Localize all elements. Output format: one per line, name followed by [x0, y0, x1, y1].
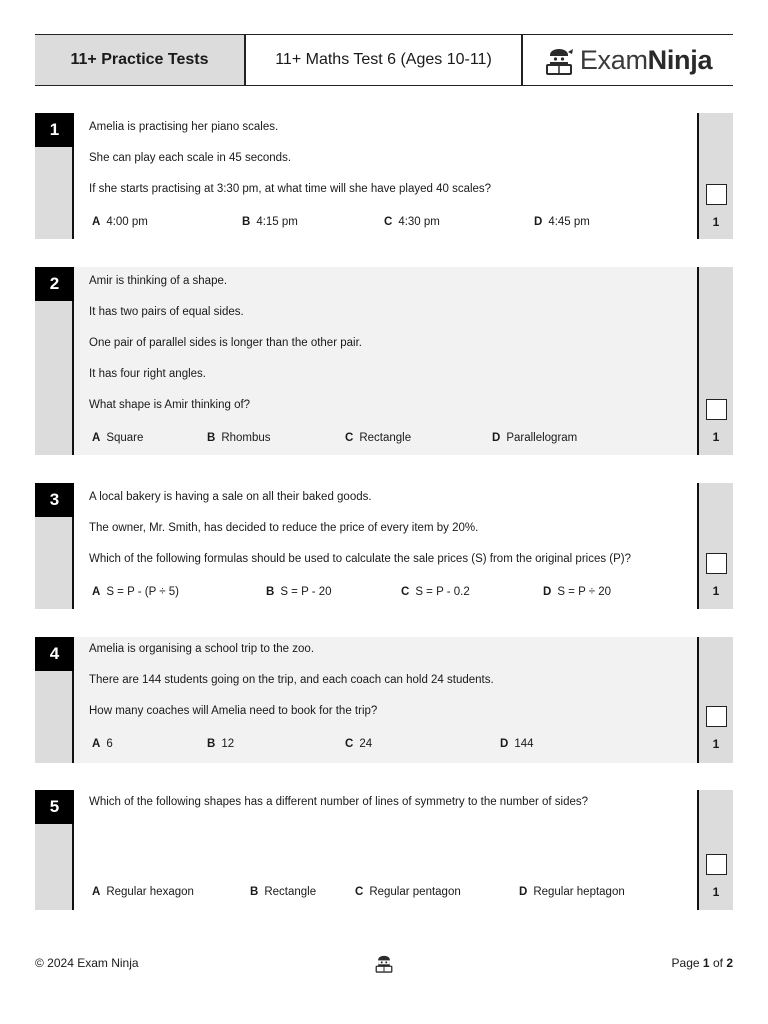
option-letter: C — [345, 738, 354, 750]
question-text: She can play each scale in 45 seconds. — [89, 152, 292, 164]
option-letter: D — [519, 886, 528, 898]
option-letter: C — [355, 886, 364, 898]
option-text: Rectangle — [359, 432, 412, 444]
marks-column — [697, 483, 733, 609]
page-total: 2 — [726, 956, 733, 970]
option-letter: C — [401, 586, 410, 598]
option-d[interactable] — [519, 886, 625, 898]
logo-word-bold: Ninja — [647, 44, 713, 75]
option-letter: B — [207, 738, 216, 750]
option-letter: B — [207, 432, 216, 444]
page-current: 1 — [702, 956, 710, 970]
page-of: of — [712, 956, 723, 970]
option-a[interactable] — [92, 586, 179, 598]
question-text: If she starts practising at 3:30 pm, at what time will she have played 40 scales? — [89, 183, 492, 195]
option-text: 4:45 pm — [548, 216, 590, 228]
option-c[interactable] — [345, 738, 372, 750]
question-text: What shape is Amir thinking of? — [89, 399, 251, 411]
option-b[interactable] — [207, 432, 271, 444]
answer-box[interactable] — [706, 399, 727, 420]
test-title: 11+ Maths Test 6 (Ages 10-11) — [246, 35, 523, 85]
option-text: 6 — [106, 738, 113, 750]
option-letter: A — [92, 738, 101, 750]
option-letter: A — [92, 586, 101, 598]
marks-column — [697, 113, 733, 239]
option-a[interactable] — [92, 432, 143, 444]
question-text: Amelia is organising a school trip to the zoo. — [89, 643, 315, 655]
question-body — [74, 267, 697, 455]
marks-value: 1 — [712, 885, 720, 899]
option-d[interactable] — [500, 738, 534, 750]
question-text: It has two pairs of equal sides. — [89, 306, 244, 318]
option-c[interactable] — [384, 216, 440, 228]
page-header — [35, 34, 733, 86]
option-letter: D — [543, 586, 552, 598]
option-d[interactable] — [492, 432, 577, 444]
option-c[interactable] — [355, 886, 461, 898]
option-text: 4:15 pm — [256, 216, 298, 228]
option-letter: B — [250, 886, 259, 898]
option-a[interactable] — [92, 738, 113, 750]
question-body — [74, 637, 697, 763]
option-d[interactable] — [543, 586, 611, 598]
option-a[interactable] — [92, 886, 194, 898]
copyright: © 2024 Exam Ninja — [35, 956, 139, 970]
question-text: Which of the following formulas should be used to calculate the sale prices (S) from the original prices (P)? — [89, 553, 632, 565]
option-b[interactable] — [250, 886, 316, 898]
question-body — [74, 113, 697, 239]
question-1 — [35, 113, 733, 239]
option-text: 4:30 pm — [398, 216, 440, 228]
option-b[interactable] — [242, 216, 298, 228]
question-body — [74, 790, 697, 910]
question-body — [74, 483, 697, 609]
answer-box[interactable] — [706, 706, 727, 727]
option-letter: C — [345, 432, 354, 444]
option-b[interactable] — [207, 738, 234, 750]
option-text: Square — [106, 432, 144, 444]
question-text: Amir is thinking of a shape. — [89, 275, 228, 287]
option-letter: B — [266, 586, 275, 598]
option-b[interactable] — [266, 586, 332, 598]
option-text: Regular hexagon — [106, 886, 194, 898]
question-number: 4 — [35, 637, 74, 671]
logo-wordmark — [580, 45, 712, 76]
marks-column — [697, 790, 733, 910]
question-text: The owner, Mr. Smith, has decided to reduce the price of every item by 20%. — [89, 522, 479, 534]
option-text: Regular heptagon — [533, 886, 625, 898]
ninja-footer-icon — [374, 952, 394, 974]
marks-value: 1 — [712, 737, 720, 751]
question-2 — [35, 267, 733, 455]
option-text: 144 — [514, 738, 534, 750]
series-title: 11+ Practice Tests — [35, 35, 246, 85]
option-letter: B — [242, 216, 251, 228]
question-number: 3 — [35, 483, 74, 517]
option-c[interactable] — [401, 586, 470, 598]
question-text: How many coaches will Amelia need to book for the trip? — [89, 705, 378, 717]
option-letter: D — [492, 432, 501, 444]
option-text: S = P - 20 — [280, 586, 332, 598]
option-text: Rhombus — [221, 432, 271, 444]
question-number: 5 — [35, 790, 74, 824]
question-number: 2 — [35, 267, 74, 301]
answer-box[interactable] — [706, 184, 727, 205]
marks-column — [697, 267, 733, 455]
option-text: S = P - 0.2 — [415, 586, 470, 598]
question-text: A local bakery is having a sale on all their baked goods. — [89, 491, 372, 503]
question-text: Which of the following shapes has a different number of lines of symmetry to the number of sides? — [89, 796, 589, 808]
option-text: 12 — [221, 738, 235, 750]
ninja-logo-icon — [544, 43, 574, 77]
option-letter: A — [92, 216, 101, 228]
option-a[interactable] — [92, 216, 148, 228]
marks-value: 1 — [712, 215, 720, 229]
question-3 — [35, 483, 733, 609]
option-text: Parallelogram — [506, 432, 578, 444]
question-4 — [35, 637, 733, 763]
page-indicator — [672, 956, 733, 970]
option-text: S = P ÷ 20 — [557, 586, 612, 598]
marks-value: 1 — [712, 430, 720, 444]
brand-logo — [523, 35, 733, 85]
option-text: 4:00 pm — [106, 216, 148, 228]
option-letter: A — [92, 432, 101, 444]
logo-word-light: Exam — [579, 44, 648, 75]
option-text: S = P - (P ÷ 5) — [106, 586, 179, 598]
question-5 — [35, 790, 733, 910]
option-letter: C — [384, 216, 393, 228]
option-text: Regular pentagon — [369, 886, 461, 898]
question-text: Amelia is practising her piano scales. — [89, 121, 279, 133]
question-text: One pair of parallel sides is longer than the other pair. — [89, 337, 362, 349]
question-number: 1 — [35, 113, 74, 147]
page-prefix: Page — [671, 956, 700, 970]
option-text: 24 — [359, 738, 373, 750]
question-text: There are 144 students going on the trip, and each coach can hold 24 students. — [89, 674, 494, 686]
option-letter: D — [534, 216, 543, 228]
option-d[interactable] — [534, 216, 590, 228]
option-c[interactable] — [345, 432, 411, 444]
marks-column — [697, 637, 733, 763]
option-letter: A — [92, 886, 101, 898]
question-text: It has four right angles. — [89, 368, 206, 380]
marks-value: 1 — [712, 584, 720, 598]
option-text: Rectangle — [264, 886, 317, 898]
answer-box[interactable] — [706, 854, 727, 875]
answer-box[interactable] — [706, 553, 727, 574]
option-letter: D — [500, 738, 509, 750]
